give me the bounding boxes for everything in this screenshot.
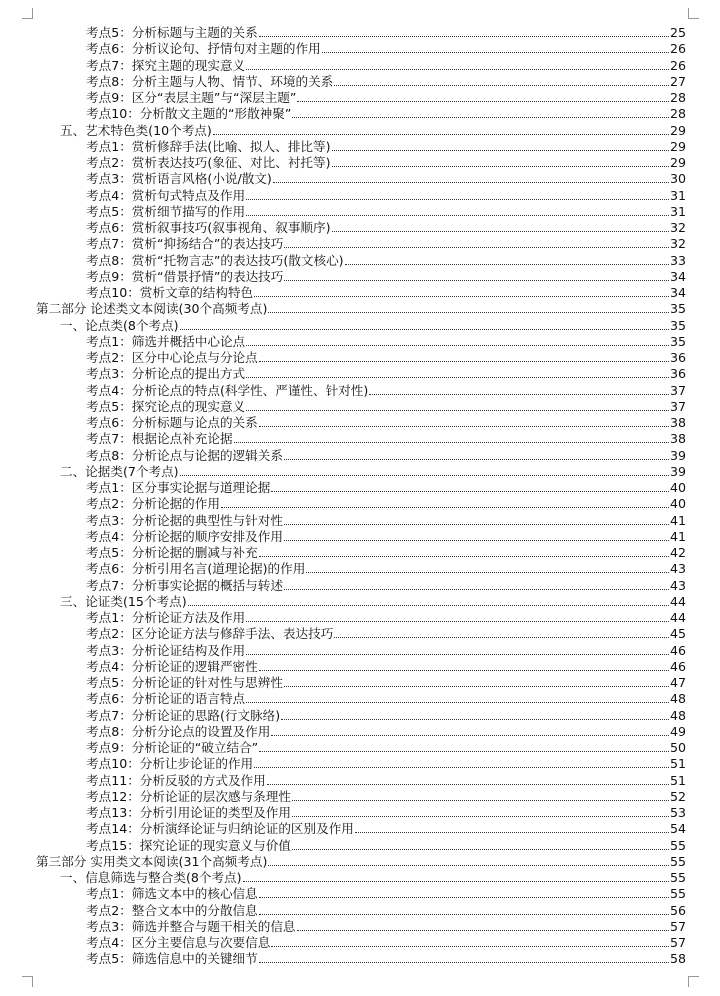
- toc-entry-page: 37: [669, 382, 686, 398]
- dot-leader: [292, 800, 669, 801]
- toc-entry-title: 考点3：分析论证结构及作用: [86, 642, 246, 658]
- dot-leader: [268, 312, 669, 313]
- dot-leader: [284, 524, 669, 525]
- toc-entry-title: 考点10：赏析文章的结构特色: [86, 285, 254, 300]
- toc-entry-title: 考点2：整合文本中的分散信息: [86, 902, 258, 918]
- toc-entry-title: 考点6：分析论证的语言特点: [86, 691, 246, 707]
- toc-entry-title: 考点1：赏析修辞手法(比喻、拟人、排比等): [86, 138, 331, 154]
- toc-item[interactable]: [86, 838, 686, 854]
- toc-entry-page: 26: [669, 41, 686, 57]
- toc-entry-page: 44: [669, 593, 686, 609]
- dot-leader: [355, 832, 669, 833]
- toc-entry-title: 考点5：筛选信息中的关键细节: [86, 951, 258, 967]
- dot-leader: [243, 881, 669, 882]
- toc-entry-page: 51: [669, 772, 686, 788]
- dot-leader: [271, 735, 669, 736]
- toc-entry-page: 35: [669, 333, 686, 349]
- toc-entry-title: 考点14：分析演绎论证与归纳论证的区别及作用: [86, 821, 354, 837]
- dot-leader: [259, 426, 669, 427]
- toc-item[interactable]: [86, 513, 686, 529]
- toc-item[interactable]: [86, 756, 686, 772]
- toc-item[interactable]: [86, 415, 686, 431]
- toc-entry-title: 考点8：分析分论点的设置及作用: [86, 723, 271, 739]
- toc-entry-title: 考点2：赏析表达技巧(象征、对比、衬托等): [86, 155, 331, 170]
- toc-entry-page: 39: [669, 463, 686, 479]
- toc-item[interactable]: [86, 236, 686, 252]
- toc-entry-title: 考点2：区分论证方法与修辞手法、表达技巧: [86, 626, 334, 642]
- toc-entry-title: 考点5：分析论据的删减与补充: [86, 545, 258, 560]
- dot-leader: [284, 280, 669, 281]
- toc-entry-page: 55: [669, 837, 686, 853]
- toc-entry-title: 考点3：筛选并整合与题干相关的信息: [86, 918, 296, 934]
- toc-entry-title: 考点5：赏析细节描写的作用: [86, 203, 246, 219]
- toc-item[interactable]: [86, 529, 686, 545]
- toc-entry-title: 考点1：分析论证方法及作用: [86, 610, 246, 625]
- toc-item[interactable]: [86, 334, 686, 350]
- toc-section[interactable]: [60, 594, 686, 610]
- toc-item[interactable]: [86, 724, 686, 740]
- dot-leader: [267, 784, 669, 785]
- toc-entry-title: 考点7：分析论证的思路(行文脉络): [86, 707, 281, 723]
- crop-mark-bottom-right: [688, 976, 699, 987]
- toc-entry-page: 41: [669, 528, 686, 544]
- toc-item[interactable]: [86, 496, 686, 512]
- toc-entry-title: 考点5：分析论证的针对性与思辨性: [86, 675, 283, 690]
- toc-entry-title: 考点2：区分中心论点与分论点: [86, 350, 258, 365]
- toc-item[interactable]: [86, 58, 686, 74]
- toc-entry-title: 考点3：分析论点的提出方式: [86, 366, 246, 382]
- toc-item[interactable]: [86, 350, 686, 366]
- toc-entry-page: 52: [669, 788, 686, 804]
- dot-leader: [180, 475, 669, 476]
- toc-item[interactable]: [86, 886, 686, 902]
- toc-entry-title: 考点9：赏析“借景抒情”的表达技巧: [86, 268, 284, 284]
- toc-item[interactable]: [86, 951, 686, 967]
- toc-entry-title: 考点10：分析散文主题的“形散神聚”: [86, 106, 292, 122]
- crop-mark-top-right: [688, 8, 699, 19]
- toc-entry-page: 31: [669, 187, 686, 203]
- toc-entry-title: 考点4：区分主要信息与次要信息: [86, 935, 271, 950]
- toc-entry-page: 28: [669, 90, 686, 105]
- toc-item[interactable]: [86, 773, 686, 789]
- toc-entry-page: 43: [669, 561, 686, 577]
- toc-entry-title: 五、艺术特色类(10个考点): [60, 122, 212, 138]
- dot-leader: [188, 605, 669, 606]
- toc-item[interactable]: [86, 366, 686, 382]
- toc-section[interactable]: [60, 123, 686, 139]
- dot-leader: [213, 134, 669, 135]
- toc-entry-page: 56: [669, 902, 686, 918]
- dot-leader: [246, 377, 669, 378]
- toc-entry-page: 31: [669, 203, 686, 219]
- toc-item[interactable]: [86, 740, 686, 756]
- toc-entry-page: 36: [669, 366, 686, 382]
- dot-leader: [254, 296, 669, 297]
- toc-item[interactable]: [86, 139, 686, 155]
- toc-entry-title: 考点3：分析论据的典型性与针对性: [86, 512, 283, 528]
- toc-part[interactable]: [36, 301, 686, 317]
- dot-leader: [254, 767, 669, 768]
- dot-leader: [292, 816, 669, 817]
- toc-item[interactable]: [86, 383, 686, 399]
- dot-leader: [271, 946, 669, 947]
- toc-entry-page: 39: [669, 447, 686, 463]
- dot-leader: [259, 914, 669, 915]
- dot-leader: [180, 329, 669, 330]
- dot-leader: [246, 215, 669, 216]
- toc-item[interactable]: [86, 204, 686, 220]
- toc-entry-title: 考点1：筛选文本中的核心信息: [86, 886, 258, 902]
- toc-item[interactable]: [86, 821, 686, 837]
- dot-leader: [246, 199, 669, 200]
- dot-leader: [259, 361, 669, 362]
- dot-leader: [246, 621, 669, 622]
- toc-item[interactable]: [86, 90, 686, 106]
- toc-item[interactable]: [86, 659, 686, 675]
- toc-entry-page: 50: [669, 740, 686, 755]
- toc-entry-page: 47: [669, 675, 686, 690]
- toc-entry-page: 35: [669, 317, 686, 333]
- toc-item[interactable]: [86, 545, 686, 561]
- toc-entry-title: 考点15：探究论证的现实意义与价值: [86, 837, 291, 853]
- toc-section[interactable]: [60, 318, 686, 334]
- toc-entry-title: 考点7：根据论点补充论据: [86, 431, 233, 447]
- toc-entry-page: 51: [669, 756, 686, 772]
- dot-leader: [246, 410, 669, 411]
- dot-leader: [284, 247, 669, 248]
- toc-item[interactable]: [86, 188, 686, 204]
- toc-entry-page: 49: [669, 723, 686, 739]
- toc-entry-title: 考点1：区分事实论据与道理论据: [86, 480, 271, 495]
- dot-leader: [221, 507, 669, 508]
- dot-leader: [234, 442, 669, 443]
- dot-leader: [259, 670, 669, 671]
- toc-entry-title: 考点7：赏析“抑扬结合”的表达技巧: [86, 236, 284, 252]
- toc-entry-page: 34: [669, 285, 686, 300]
- toc-item[interactable]: [86, 41, 686, 57]
- toc-item[interactable]: [86, 269, 686, 285]
- toc-entry-title: 考点8：赏析“托物言志”的表达技巧(散文核心): [86, 252, 344, 268]
- toc-item[interactable]: [86, 805, 686, 821]
- toc-entry-page: 32: [669, 220, 686, 235]
- toc-item[interactable]: [86, 626, 686, 642]
- dot-leader: [284, 459, 669, 460]
- dot-leader: [334, 637, 669, 638]
- dot-leader: [369, 394, 669, 395]
- toc-entry-title: 第二部分 论述类文本阅读(30个高频考点): [36, 301, 268, 317]
- toc-entry-page: 38: [669, 431, 686, 447]
- toc-entry-page: 25: [669, 25, 686, 40]
- toc-item[interactable]: [86, 171, 686, 187]
- toc-entry-title: 考点11：分析反驳的方式及作用: [86, 772, 266, 788]
- toc-entry-page: 37: [669, 398, 686, 414]
- toc-entry-page: 45: [669, 626, 686, 642]
- toc-item[interactable]: [86, 643, 686, 659]
- crop-mark-bottom-left: [22, 976, 33, 987]
- toc-entry-title: 考点1：筛选并概括中心论点: [86, 333, 246, 349]
- toc-entry-title: 考点3：赏析语言风格(小说/散文): [86, 171, 272, 187]
- toc-section[interactable]: [60, 870, 686, 886]
- toc-item[interactable]: [86, 789, 686, 805]
- dot-leader: [345, 264, 669, 265]
- toc-entry-page: 54: [669, 821, 686, 837]
- toc-entry-title: 考点5：探究论点的现实意义: [86, 398, 246, 414]
- toc-entry-page: 55: [669, 886, 686, 902]
- toc-item[interactable]: [86, 448, 686, 464]
- dot-leader: [284, 540, 669, 541]
- toc-entry-title: 考点4：分析论证的逻辑严密性: [86, 658, 258, 674]
- toc-entry-page: 38: [669, 415, 686, 430]
- toc-entry-page: 46: [669, 642, 686, 658]
- toc-item[interactable]: [86, 399, 686, 415]
- dot-leader: [334, 85, 669, 86]
- dot-leader: [281, 719, 669, 720]
- toc-entry-title: 一、论点类(8个考点): [60, 317, 179, 333]
- toc-entry-title: 考点8：分析论点与论据的逻辑关系: [86, 447, 283, 463]
- toc-entry-page: 48: [669, 707, 686, 723]
- toc-entry-page: 35: [669, 301, 686, 317]
- toc-entry-title: 考点6：分析议论句、抒情句对主题的作用: [86, 41, 321, 57]
- toc-item[interactable]: [86, 708, 686, 724]
- toc-entry-page: 55: [669, 853, 686, 869]
- toc-item[interactable]: [86, 285, 686, 301]
- toc-item[interactable]: [86, 25, 686, 41]
- toc-entry-page: 41: [669, 512, 686, 528]
- dot-leader: [259, 897, 669, 898]
- toc-item[interactable]: [86, 691, 686, 707]
- dot-leader: [306, 572, 669, 573]
- toc-entry-title: 考点9：分析论证的“破立结合”: [86, 740, 259, 755]
- toc-entry-page: 55: [669, 870, 686, 885]
- toc-item[interactable]: [86, 106, 686, 122]
- toc-entry-title: 考点4：分析论据的顺序安排及作用: [86, 528, 283, 544]
- toc-entry-title: 一、信息筛选与整合类(8个考点): [60, 870, 242, 885]
- dot-leader: [246, 654, 669, 655]
- dot-leader: [297, 101, 669, 102]
- toc-entry-page: 32: [669, 236, 686, 252]
- toc-item[interactable]: [86, 935, 686, 951]
- toc-part[interactable]: [36, 854, 686, 870]
- toc-item[interactable]: [86, 253, 686, 269]
- dot-leader: [292, 117, 669, 118]
- toc-item[interactable]: [86, 578, 686, 594]
- dot-leader: [246, 702, 669, 703]
- toc-entry-title: 考点12：分析论证的层次感与条理性: [86, 788, 291, 804]
- toc-entry-page: 42: [669, 545, 686, 560]
- toc-entry-page: 33: [669, 252, 686, 268]
- dot-leader: [332, 150, 669, 151]
- dot-leader: [246, 345, 669, 346]
- toc-entry-page: 28: [669, 106, 686, 122]
- toc-entry-title: 考点5：分析标题与主题的关系: [86, 25, 258, 40]
- toc-item[interactable]: [86, 919, 686, 935]
- dot-leader: [332, 231, 669, 232]
- toc-entry-page: 48: [669, 691, 686, 707]
- toc-entry-title: 考点10：分析让步论证的作用: [86, 756, 254, 772]
- dot-leader: [259, 751, 669, 752]
- dot-leader: [259, 36, 669, 37]
- toc-entry-title: 考点7：分析事实论据的概括与转述: [86, 577, 283, 593]
- toc-entry-title: 三、论证类(15个考点): [60, 593, 187, 609]
- toc-entry-page: 29: [669, 138, 686, 154]
- toc-entry-page: 36: [669, 350, 686, 365]
- toc-entry-title: 考点4：分析论点的特点(科学性、严谨性、针对性): [86, 382, 369, 398]
- toc-item[interactable]: [86, 155, 686, 171]
- dot-leader: [268, 865, 669, 866]
- toc-item[interactable]: [86, 220, 686, 236]
- toc-entry-page: 27: [669, 73, 686, 89]
- toc-item[interactable]: [86, 903, 686, 919]
- toc-entry-title: 二、论据类(7个考点): [60, 463, 179, 479]
- toc-entry-title: 考点6：分析引用名言(道理论据)的作用: [86, 561, 306, 577]
- toc-entry-page: 57: [669, 935, 686, 950]
- toc-entry-title: 考点8：分析主题与人物、情节、环境的关系: [86, 73, 334, 89]
- toc-entry-page: 40: [669, 496, 686, 512]
- dot-leader: [284, 686, 669, 687]
- toc-entry-title: 考点6：分析标题与论点的关系: [86, 415, 258, 430]
- dot-leader: [271, 491, 669, 492]
- toc-entry-title: 考点13：分析引用论证的类型及作用: [86, 805, 291, 820]
- dot-leader: [322, 52, 669, 53]
- dot-leader: [297, 930, 669, 931]
- dot-leader: [246, 69, 669, 70]
- toc-section[interactable]: [60, 464, 686, 480]
- toc-entry-page: 40: [669, 480, 686, 495]
- toc-entry-page: 30: [669, 171, 686, 187]
- toc-item[interactable]: [86, 610, 686, 626]
- toc-entry-page: 57: [669, 918, 686, 934]
- dot-leader: [273, 182, 669, 183]
- dot-leader: [292, 849, 669, 850]
- dot-leader: [259, 556, 669, 557]
- dot-leader: [284, 589, 669, 590]
- toc-item[interactable]: [86, 561, 686, 577]
- toc-entry-title: 考点9：区分“表层主题”与“深层主题”: [86, 90, 297, 105]
- toc-entry-page: 44: [669, 610, 686, 625]
- toc-entry-page: 29: [669, 122, 686, 138]
- toc-entry-title: 考点4：赏析句式特点及作用: [86, 187, 246, 203]
- dot-leader: [332, 166, 669, 167]
- toc-entry-page: 53: [669, 805, 686, 820]
- dot-leader: [259, 962, 669, 963]
- toc-item[interactable]: [86, 431, 686, 447]
- toc-item[interactable]: [86, 480, 686, 496]
- toc-entry-page: 34: [669, 268, 686, 284]
- toc-entry-title: 考点2：分析论据的作用: [86, 496, 220, 512]
- toc-entry-title: 考点7：探究主题的现实意义: [86, 57, 246, 73]
- toc-item[interactable]: [86, 675, 686, 691]
- toc-entry-page: 46: [669, 658, 686, 674]
- toc-entry-page: 26: [669, 57, 686, 73]
- toc-entry-title: 第三部分 实用类文本阅读(31个高频考点): [36, 853, 268, 869]
- crop-mark-top-left: [22, 8, 33, 19]
- toc-entry-page: 58: [669, 951, 686, 967]
- toc-entry-title: 考点6：赏析叙事技巧(叙事视角、叙事顺序): [86, 220, 331, 235]
- toc-item[interactable]: [86, 74, 686, 90]
- toc-entry-page: 29: [669, 155, 686, 170]
- toc-entry-page: 43: [669, 577, 686, 593]
